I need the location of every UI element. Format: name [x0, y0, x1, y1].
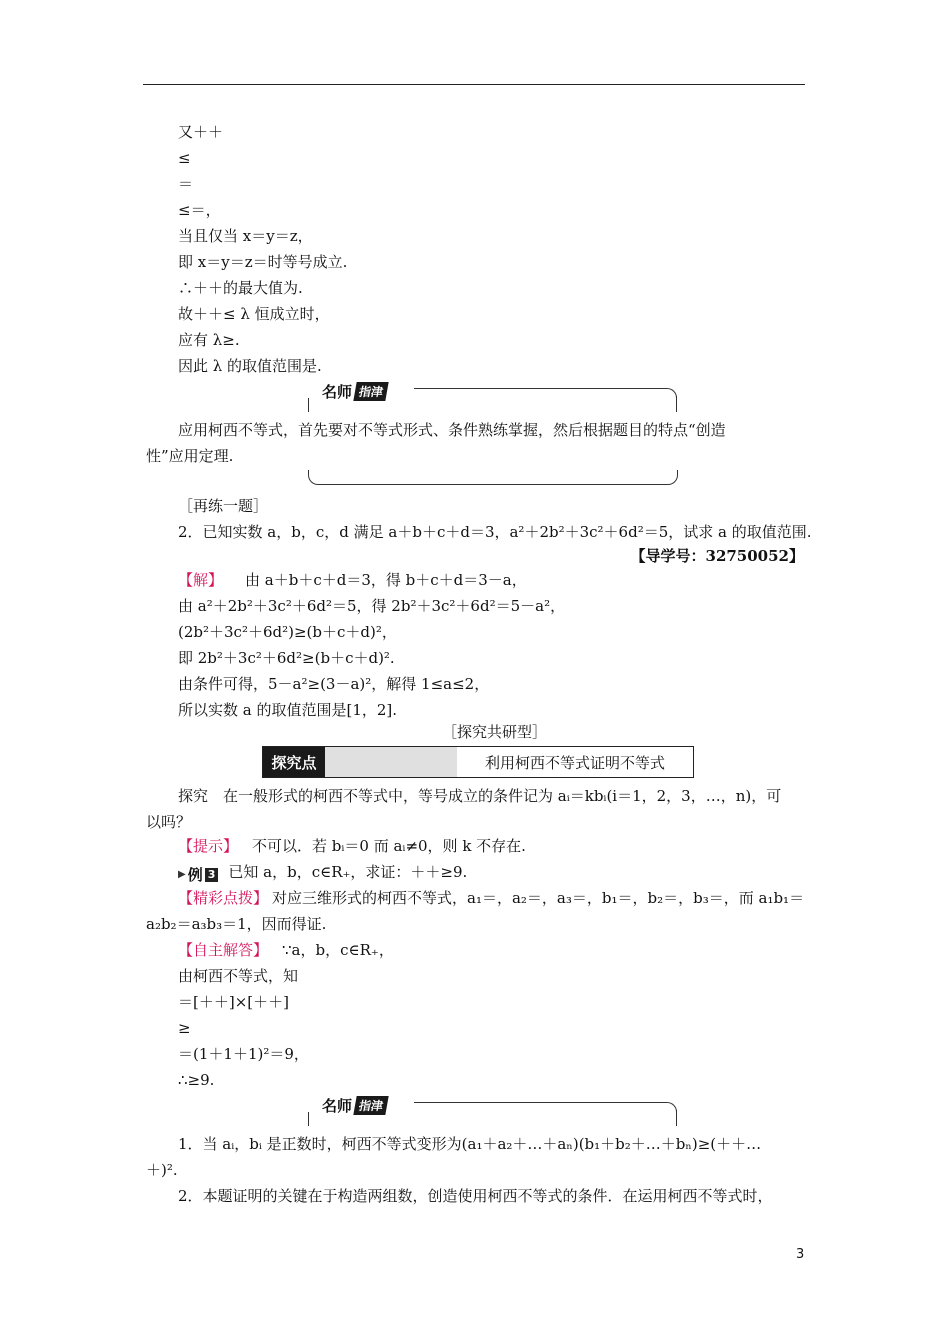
- solution-line: 由 a＋b＋c＋d＝3，得 b＋c＋d＝3－a，: [245, 571, 527, 589]
- hint-text: 不可以．若 bᵢ＝0 而 aᵢ≠0，则 k 不存在.: [252, 837, 526, 855]
- answer-line: ＝[＋＋]×[＋＋]: [178, 993, 289, 1011]
- explore-question: 探究 在一般形式的柯西不等式中，等号成立的条件记为 aᵢ＝kbᵢ(i＝1，2，3，…，n)，可: [178, 787, 782, 805]
- tip-label-badge: 指津: [353, 1096, 388, 1115]
- hint-tag: 【提示】: [178, 837, 239, 855]
- analysis-text: 对应三维形式的柯西不等式，a₁＝，a₂＝，a₃＝，b₁＝，b₂＝，b₃＝，而 a₁b₁＝: [272, 889, 805, 907]
- solution-line: 由 a²＋2b²＋3c²＋6d²＝5，得 2b²＋3c²＋6d²＝5－a²，: [178, 597, 566, 615]
- tip-header: [322, 1094, 682, 1116]
- text-line: 因此 λ 的取值范围是.: [178, 357, 322, 375]
- tip-text-line: 性”应用定理.: [146, 447, 234, 465]
- explore-label: 探究点: [263, 747, 325, 777]
- text-line: ∴＋＋的最大值为.: [178, 279, 303, 297]
- example-statement: 已知 a，b，c∈R₊，求证：＋＋≥9.: [228, 863, 468, 881]
- hint-line: [178, 836, 526, 856]
- tip-text-line: ＋)².: [146, 1161, 178, 1179]
- explore-question: 以吗？: [146, 813, 192, 831]
- tip-text-line: 2．本题证明的关键在于构造两组数，创造使用柯西不等式的条件．在运用柯西不等式时，: [178, 1187, 773, 1205]
- section-heading: ［探究共研型］: [442, 723, 548, 741]
- page-number: 3: [796, 1247, 805, 1262]
- tip-text-line: 1．当 aᵢ，bᵢ 是正数时，柯西不等式变形为(a₁＋a₂＋…＋aₙ)(b₁＋b₂＋…＋bₙ)≥(＋＋…: [178, 1135, 762, 1153]
- tip-header-line: [414, 1102, 664, 1103]
- solution-first-line: [178, 570, 527, 590]
- answer-text: ∵a，b，c∈R₊，: [282, 941, 394, 959]
- tip-box-right-edge: [676, 396, 677, 412]
- tip-label: [322, 380, 387, 402]
- tip-header: [322, 380, 682, 402]
- solution-line: 所以实数 a 的取值范围是[1，2].: [178, 701, 398, 719]
- header-rule: [143, 84, 805, 85]
- text-line: ≤＝，: [178, 201, 221, 219]
- answer-line: [178, 940, 394, 960]
- tip-header-corner: [662, 1102, 677, 1117]
- solution-tag: 【解】: [178, 571, 224, 589]
- analysis-text: a₂b₂＝a₃b₃＝1，因而得证.: [146, 915, 327, 933]
- tip-label: [322, 1094, 387, 1116]
- text-line: 当且仅当 x＝y＝z，: [178, 227, 313, 245]
- solution-line: (2b²＋3c²＋6d²)≥(b＋c＋d)²，: [178, 623, 397, 641]
- answer-line: ＝(1＋1＋1)²＝9，: [178, 1045, 309, 1063]
- text-line: 故＋＋≤ λ 恒成立时，: [178, 305, 330, 323]
- answer-tag: 【自主解答】: [178, 941, 269, 959]
- text-line: 又＋＋: [178, 123, 224, 141]
- section-heading: ［再练一题］: [178, 497, 269, 515]
- tip-label-text: 名师: [322, 382, 353, 401]
- tip-label-text: 名师: [322, 1096, 353, 1115]
- analysis-line: [178, 888, 804, 908]
- tip-label-badge: 指津: [353, 382, 388, 401]
- explore-banner-shade: [325, 747, 457, 777]
- text-line: ＝: [178, 175, 194, 193]
- example-badge: [178, 865, 218, 885]
- explore-title: 利用柯西不等式证明不等式: [484, 753, 665, 772]
- answer-line: ≥: [178, 1019, 191, 1037]
- answer-line: 由柯西不等式，知: [178, 967, 299, 985]
- example-badge-number: 3: [205, 868, 219, 882]
- reference-number: 【导学号：32750052】: [630, 547, 804, 565]
- text-line: ≤: [178, 149, 191, 167]
- tip-header-line: [414, 388, 664, 389]
- explore-banner: [262, 746, 694, 778]
- analysis-tag: 【精彩点拨】: [178, 889, 269, 907]
- solution-line: 由条件可得，5－a²≥(3－a)²，解得 1≤a≤2，: [178, 675, 490, 693]
- tip-box-left-edge: [308, 1112, 309, 1126]
- tip-box-right-edge: [676, 1110, 677, 1126]
- text-line: 应有 λ≥.: [178, 331, 240, 349]
- tip-header-corner: [662, 388, 677, 403]
- example-badge-label: 例: [187, 866, 203, 884]
- example-line: [178, 862, 467, 885]
- tip-text-line: 应用柯西不等式，首先要对不等式形式、条件熟练掌握，然后根据题目的特点“创造: [178, 421, 726, 439]
- answer-line: ∴≥9.: [178, 1071, 215, 1089]
- text-line: 即 x＝y＝z＝时等号成立.: [178, 253, 348, 271]
- tip-box-left-edge: [308, 398, 309, 412]
- solution-line: 即 2b²＋3c²＋6d²≥(b＋c＋d)².: [178, 649, 395, 667]
- tip-box-bottom: [308, 470, 678, 485]
- problem-statement: 2．已知实数 a，b，c，d 满足 a＋b＋c＋d＝3，a²＋2b²＋3c²＋6d²＝5，试求 a 的取值范围.: [178, 523, 812, 541]
- triangle-icon: ▶: [178, 869, 186, 880]
